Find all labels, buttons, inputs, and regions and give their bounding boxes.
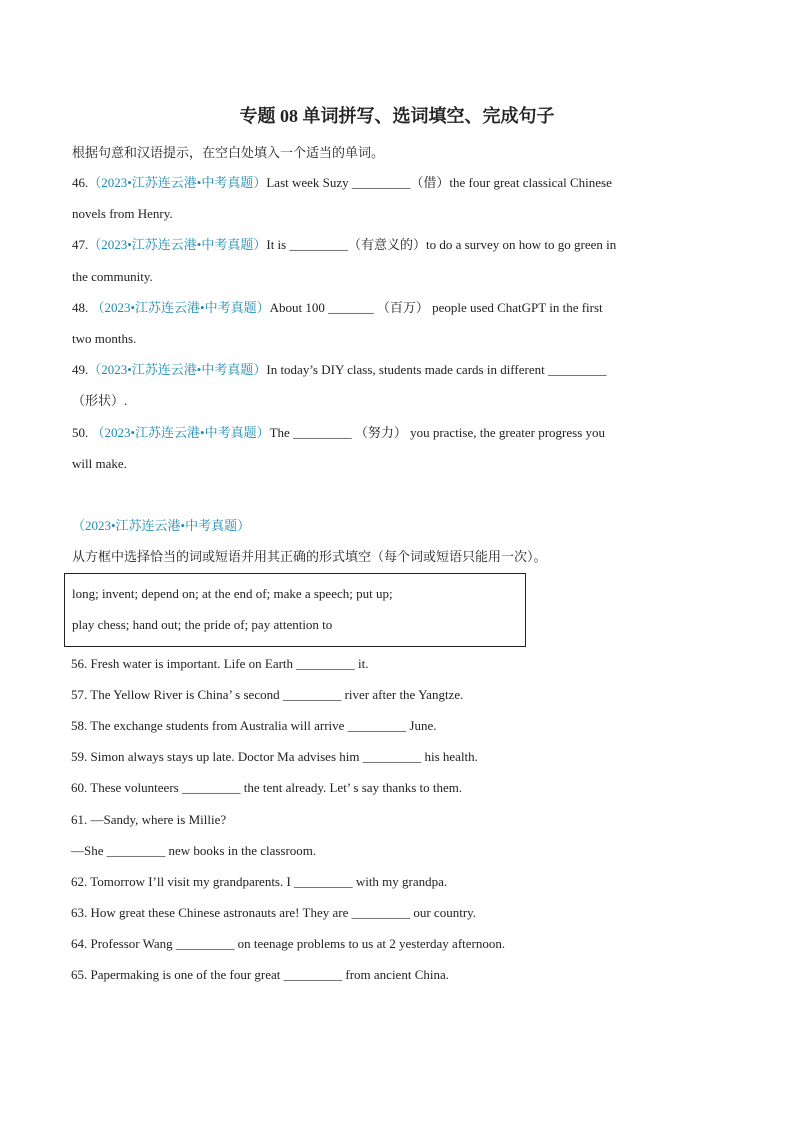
question-number: 46. (72, 175, 89, 190)
question-63: 63. How great these Chinese astronauts are! They are _________ our country. (71, 905, 477, 920)
word-box (64, 573, 526, 647)
question-text: The _________ （努力） you practise, the greater progress you (269, 425, 606, 440)
source-tag: （2023•江苏连云港•中考真题） (91, 425, 270, 440)
word-box-line-2: play chess; hand out; the pride of; pay attention to (72, 617, 333, 632)
question-48-line1 (72, 299, 722, 317)
question-62: 62. Tomorrow I’ll visit my grandparents. I _________ with my grandpa. (71, 874, 448, 889)
question-47-line1 (72, 236, 722, 254)
question-50-line1 (72, 424, 722, 442)
question-57: 57. The Yellow River is China’ s second _________ river after the Yangtze. (71, 687, 464, 702)
question-text: It is _________（有意义的）to do a survey on how to go green in (266, 237, 617, 252)
source-tag: （2023•江苏连云港•中考真题） (88, 237, 267, 252)
question-65: 65. Papermaking is one of the four great _________ from ancient China. (71, 967, 449, 982)
instruction-spelling: 根据句意和汉语提示，在空白处填入一个适当的单词。 (72, 145, 385, 160)
page-title: 专题 08 单词拼写、选词填空、完成句子 (239, 106, 555, 126)
question-49-line1 (72, 361, 722, 379)
source-tag: （2023•江苏连云港•中考真题） (91, 300, 270, 315)
question-47-line2: the community. (72, 269, 153, 284)
question-number: 50. (72, 425, 89, 440)
question-64: 64. Professor Wang _________ on teenage problems to us at 2 yesterday afternoon. (71, 936, 506, 951)
question-50-line2: will make. (72, 456, 127, 471)
question-61-prompt: 61. —Sandy, where is Millie? (71, 812, 227, 827)
question-number: 49. (72, 362, 89, 377)
question-text: In today’s DIY class, students made cards in different _________ (266, 362, 607, 377)
source-tag: （2023•江苏连云港•中考真题） (88, 175, 267, 190)
question-48-line2: two months. (72, 331, 137, 346)
question-46-line1 (72, 174, 722, 192)
question-60: 60. These volunteers _________ the tent already. Let’ s say thanks to them. (71, 780, 463, 795)
question-61-response: —She _________ new books in the classroom. (71, 843, 317, 858)
word-box-line-1: long; invent; depend on; at the end of; make a speech; put up; (72, 586, 393, 601)
question-46-line2: novels from Henry. (72, 206, 173, 221)
question-59: 59. Simon always stays up late. Doctor Ma advises him _________ his health. (71, 749, 478, 764)
question-number: 47. (72, 237, 89, 252)
section-source: （2023•江苏连云港•中考真题） (72, 518, 251, 533)
question-text: About 100 _______ （百万） people used ChatGPT in the first (269, 300, 603, 315)
source-tag: （2023•江苏连云港•中考真题） (88, 362, 267, 377)
question-56: 56. Fresh water is important. Life on Earth _________ it. (71, 656, 369, 671)
question-58: 58. The exchange students from Australia will arrive _________ June. (71, 718, 437, 733)
question-number: 48. (72, 300, 89, 315)
question-text: Last week Suzy _________（借）the four great classical Chinese (266, 175, 612, 190)
question-49-line2: （形状）. (72, 393, 128, 408)
instruction-word-box: 从方框中选择恰当的词或短语并用其正确的形式填空（每个词或短语只能用一次）。 (72, 549, 547, 564)
